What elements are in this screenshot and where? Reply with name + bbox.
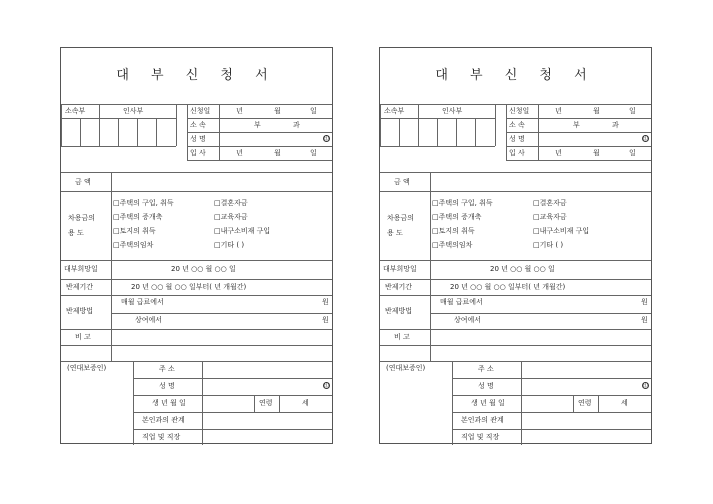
applicant-name-label: 성 명 <box>509 135 525 143</box>
bonus-deduction-label: 상여에서 <box>454 316 482 324</box>
guarantor-birthdate-label: 생 년 월 일 <box>471 399 505 407</box>
purpose-option[interactable]: □교육자금 <box>533 213 567 221</box>
purpose-option[interactable]: □주택의임차 <box>432 241 473 249</box>
purpose-option[interactable]: □주택의 증개축 <box>113 213 163 221</box>
seal-icon: 印 <box>324 136 330 142</box>
form-title: 대 부 신 청 서 <box>435 68 596 83</box>
salary-deduction-label: 매월 급료에서 <box>121 298 164 306</box>
amount-label: 금 액 <box>394 178 410 186</box>
purpose-option[interactable]: □기타 ( ) <box>533 241 564 249</box>
purpose-option[interactable]: □주택의 구입, 취득 <box>113 199 174 207</box>
guarantor-job-label: 직업 및 직장 <box>142 433 181 441</box>
seal-icon: 印 <box>643 383 649 389</box>
repay-period-value: 20 년 ○○ 월 ○○ 일부터( 년 개월간) <box>131 283 247 291</box>
guarantor-label: (연대보증인) <box>67 364 107 372</box>
loan-date-label: 대부희망일 <box>383 265 417 273</box>
purpose-label: 차용금의 <box>68 214 96 222</box>
note-label: 비 고 <box>394 333 410 341</box>
request-date-label: 신청일 <box>509 107 530 115</box>
purpose-option[interactable]: □주택의 구입, 취득 <box>432 199 493 207</box>
loan-application-form: 대 부 신 청 서 소속부 인사부 신청일 년 월 일 소 속 부 과 성 명 印 입 사 년 월 일 금 액 차용금의 용 도 □주택의 구입, 취득 □결혼자금 □주택의 증개축 □교육자금 □토지의 취득 □내구소비재 구입 □주택의임차 □기타 ( ) 대부희망일 20 년 ○○ 월 ○○ 일 반제기간 20 년 ○○ 월 ○○ 일부터( 년 개월간) 반제방법 매월 급료에서 원 상여에서 원 비 고 (연대보증인) 주 소 성 명 印 생 년 월 일 연령 세 본인과의 관계 직업 및 직장 <box>379 47 652 444</box>
purpose-option[interactable]: □결혼자금 <box>533 199 567 207</box>
guarantor-relation-label: 본인과의 관계 <box>142 416 185 424</box>
loan-date-value: 20 년 ○○ 월 ○○ 일 <box>171 265 236 273</box>
purpose-option[interactable]: □주택의 증개축 <box>432 213 482 221</box>
purpose-option[interactable]: □토지의 취득 <box>432 227 475 235</box>
purpose-label: 차용금의 <box>387 214 415 222</box>
purpose-option[interactable]: □내구소비재 구입 <box>533 227 590 235</box>
amount-label: 금 액 <box>75 178 91 186</box>
loan-date-value: 20 년 ○○ 월 ○○ 일 <box>490 265 555 273</box>
purpose-option[interactable]: □주택의임차 <box>113 241 154 249</box>
guarantor-relation-label: 본인과의 관계 <box>461 416 504 424</box>
repay-period-label: 반제기간 <box>385 283 413 291</box>
repay-method-label: 반제방법 <box>385 307 413 315</box>
guarantor-age-label: 연령 <box>259 399 273 407</box>
affiliation-label: 소 속 <box>190 121 206 129</box>
guarantor-birthdate-label: 생 년 월 일 <box>152 399 186 407</box>
repay-period-value: 20 년 ○○ 월 ○○ 일부터( 년 개월간) <box>450 283 566 291</box>
repay-method-label: 반제방법 <box>66 307 94 315</box>
dept-approval-label: 소속부 <box>65 107 86 115</box>
repay-period-label: 반제기간 <box>66 283 94 291</box>
hr-approval-label: 인사부 <box>442 107 463 115</box>
form-title: 대 부 신 청 서 <box>116 68 277 83</box>
guarantor-label: (연대보증인) <box>386 364 426 372</box>
loan-application-form: 대 부 신 청 서 소속부 인사부 신청일 년 월 일 소 속 부 과 성 명 印 입 사 년 월 일 금 액 차용금의 용 도 □주택의 구입, 취득 □결혼자금 □주택의 증개축 □교육자금 □토지의 취득 □내구소비재 구입 □주택의임차 □기타 ( ) 대부희망일 20 년 ○○ 월 ○○ 일 반제기간 20 년 ○○ 월 ○○ 일부터( 년 개월간) 반제방법 매월 급료에서 원 상여에서 원 비 고 (연대보증인) 주 소 성 명 印 생 년 월 일 연령 세 본인과의 관계 직업 및 직장 <box>60 47 333 444</box>
salary-deduction-label: 매월 급료에서 <box>440 298 483 306</box>
join-date-label: 입 사 <box>509 149 525 157</box>
note-label: 비 고 <box>75 333 91 341</box>
guarantor-name-label: 성 명 <box>159 382 175 390</box>
seal-icon: 印 <box>643 136 649 142</box>
loan-date-label: 대부희망일 <box>64 265 98 273</box>
affiliation-label: 소 속 <box>509 121 525 129</box>
hr-approval-label: 인사부 <box>123 107 144 115</box>
dept-approval-label: 소속부 <box>384 107 405 115</box>
applicant-name-label: 성 명 <box>190 135 206 143</box>
purpose-option[interactable]: □결혼자금 <box>214 199 248 207</box>
purpose-option[interactable]: □토지의 취득 <box>113 227 156 235</box>
join-date-label: 입 사 <box>190 149 206 157</box>
purpose-option[interactable]: □교육자금 <box>214 213 248 221</box>
guarantor-job-label: 직업 및 직장 <box>461 433 500 441</box>
purpose-option[interactable]: □기타 ( ) <box>214 241 245 249</box>
bonus-deduction-label: 상여에서 <box>135 316 163 324</box>
request-date-label: 신청일 <box>190 107 211 115</box>
guarantor-address-label: 주 소 <box>159 365 175 373</box>
purpose-option[interactable]: □내구소비재 구입 <box>214 227 271 235</box>
guarantor-name-label: 성 명 <box>478 382 494 390</box>
guarantor-address-label: 주 소 <box>478 365 494 373</box>
seal-icon: 印 <box>324 383 330 389</box>
guarantor-age-label: 연령 <box>578 399 592 407</box>
